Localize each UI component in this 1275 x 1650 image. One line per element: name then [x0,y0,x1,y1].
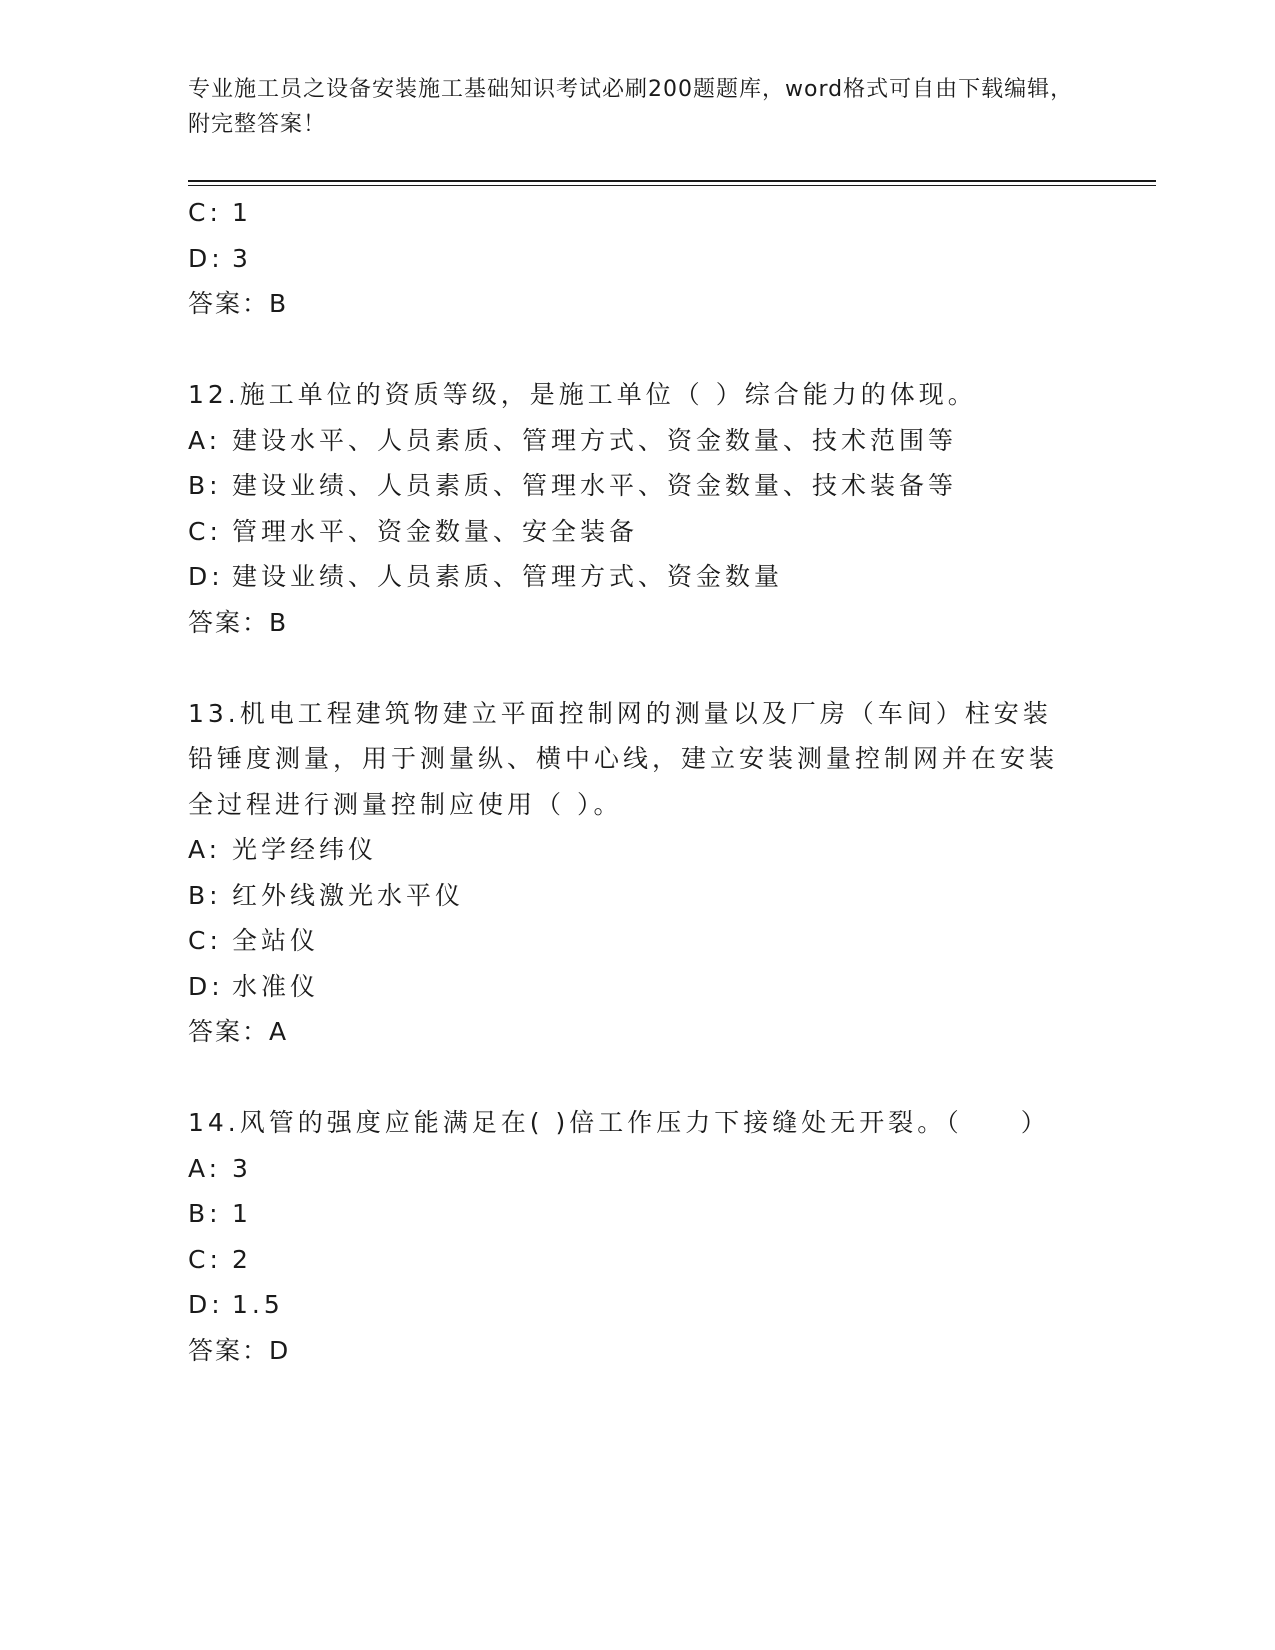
document-header [188,72,1088,142]
answer-line: 答案：B [188,607,289,637]
answer-line: 答案：A [188,1017,289,1046]
document-body [188,190,1088,1373]
answer-line: 答案：B [188,289,289,318]
option-d: D: 1.5 [188,1290,284,1319]
header-rule-thick [188,180,1156,182]
question-14 [188,1100,1088,1373]
option-d: D: 建设业绩、人员素质、管理方式、资金数量 [188,562,784,591]
question-stem: 13.机电工程建筑物建立平面控制网的测量以及厂房（车间）柱安装铅锤度测量，用于测量纵、横中心线，建立安装测量控制网并在安装全过程进行测量控制应使用（ ）。 [188,698,1059,819]
header-rule-thin [188,185,1156,186]
option-b: B: 红外线激光水平仪 [188,880,465,910]
document-title: 专业施工员之设备安装施工基础知识考试必刷200题题库，word格式可自由下载编辑，附完整答案！ [188,77,1074,137]
option-c: C: 2 [188,1244,252,1274]
question-12 [188,372,1088,645]
option-b: B: 1 [188,1199,252,1228]
option-b: B: 建设业绩、人员素质、管理水平、资金数量、技术装备等 [188,471,958,500]
question-stem: 12.施工单位的资质等级，是施工单位（ ）综合能力的体现。 [188,380,977,409]
option-d: D: 3 [188,243,252,273]
option-c: C: 全站仪 [188,926,320,955]
option-c: C: 1 [188,198,252,227]
question-stem: 14.风管的强度应能满足在( )倍工作压力下接缝处无开裂。（ ） [188,1108,1050,1137]
option-a: A: 光学经纬仪 [188,835,378,864]
spacer [188,645,1088,691]
option-a: A: 建设水平、人员素质、管理方式、资金数量、技术范围等 [188,425,958,455]
spacer [188,1055,1088,1101]
question-13 [188,691,1088,1055]
option-c: C: 管理水平、资金数量、安全装备 [188,516,639,546]
option-a: A: 3 [188,1153,252,1183]
answer-line: 答案：D [188,1335,291,1365]
spacer [188,327,1088,373]
option-d: D: 水准仪 [188,971,320,1001]
carryover-question [188,190,1088,327]
